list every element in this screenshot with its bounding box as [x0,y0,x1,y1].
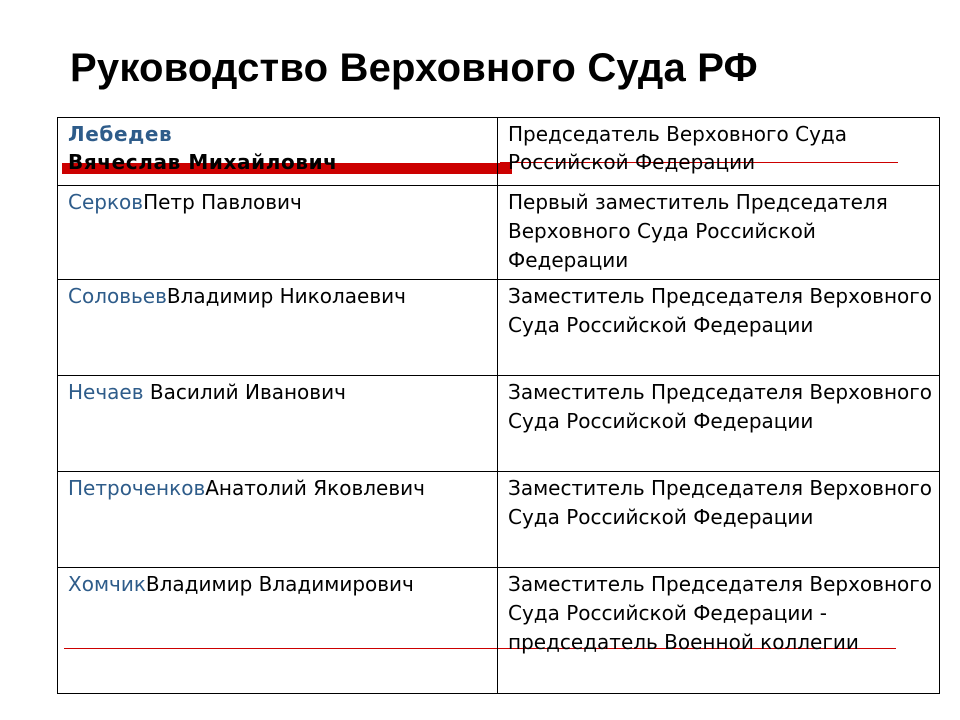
name-cell [58,118,498,186]
table-row [58,280,940,376]
table-row [58,568,940,694]
name-cell [58,376,498,472]
surname: Хомчик [68,572,146,596]
given-name: Василий Иванович [143,380,346,404]
name-cell [58,186,498,280]
position-cell: Первый заместитель Председателя Верховного Суда Российской Федерации [498,186,940,280]
slide-title: Руководство Верховного Суда РФ [70,46,758,90]
table-row [58,472,940,568]
table-row [58,376,940,472]
given-name: Владимир Владимирович [145,572,414,596]
surname: Серков [68,190,144,214]
position-cell: Заместитель Председателя Верховного Суда Российской Федерации [498,376,940,472]
position-cell: Председатель Верховного Суда Российской Федерации [498,118,940,186]
given-name: Анатолий Яковлевич [205,476,425,500]
name-cell [58,280,498,376]
position-cell: Заместитель Председателя Верховного Суда Российской Федерации - председатель Военной коллегии [498,568,940,694]
given-name: Петр Павлович [143,190,302,214]
given-name: Вячеслав Михайлович [68,150,338,174]
position-cell: Заместитель Председателя Верховного Суда Российской Федерации [498,280,940,376]
surname: Лебедев [68,122,173,146]
name-cell [58,472,498,568]
leadership-table [57,117,940,694]
given-name: Владимир Николаевич [166,284,406,308]
table-row [58,186,940,280]
position-cell: Заместитель Председателя Верховного Суда Российской Федерации [498,472,940,568]
surname: Петроченков [68,476,206,500]
table-row [58,118,940,186]
surname: Нечаев [68,380,144,404]
surname: Соловьев [68,284,167,308]
name-cell [58,568,498,694]
